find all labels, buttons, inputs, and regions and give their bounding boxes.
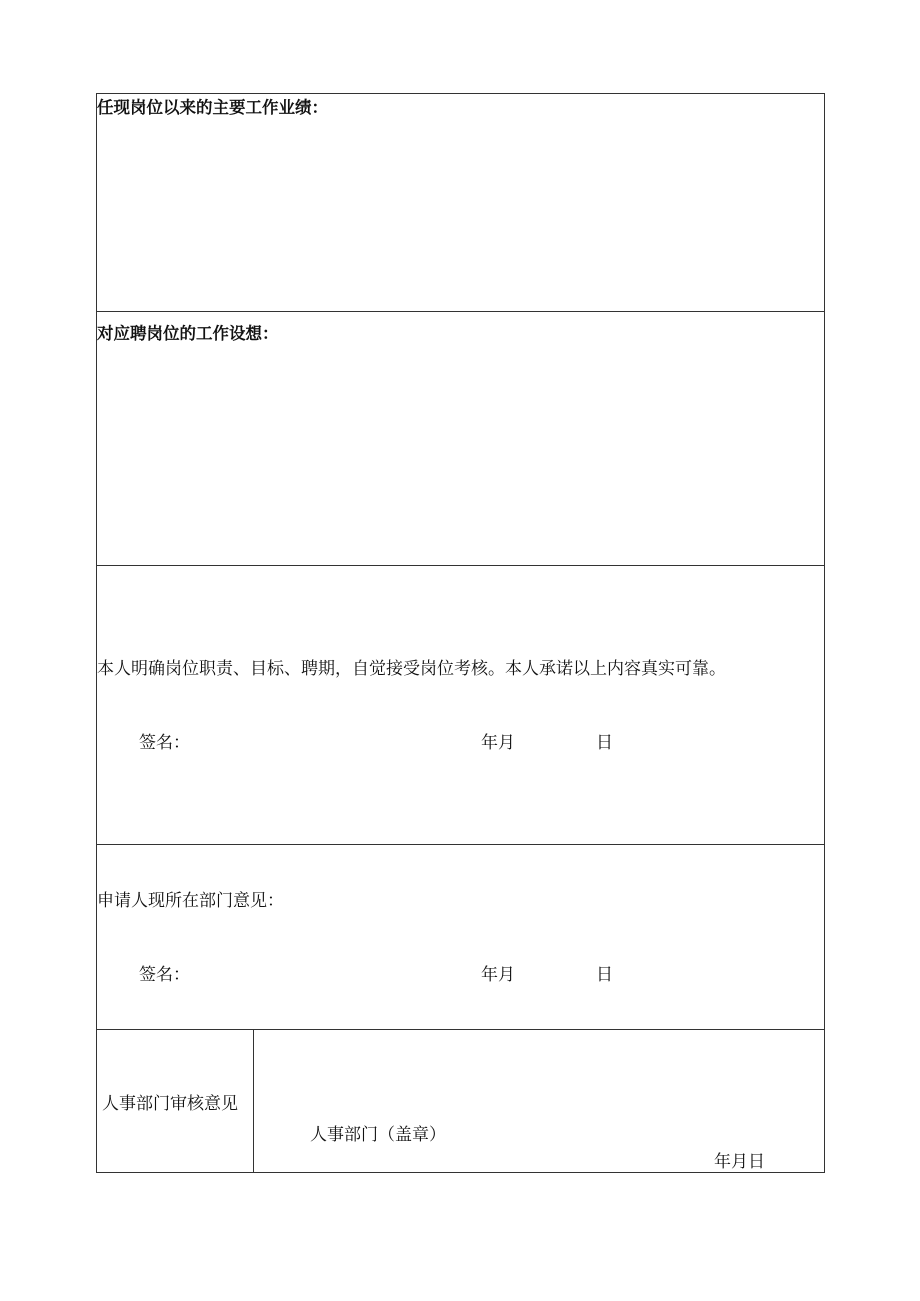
divider [97,1029,824,1030]
divider [97,565,824,566]
hr-review-label: 人事部门审核意见 [102,1094,238,1114]
pledge-year-month: 年月 [481,733,515,753]
pledge-day: 日 [596,733,613,753]
divider [97,844,824,845]
department-year-month: 年月 [481,965,515,985]
application-form [96,93,825,1173]
department-sign-label: 签名： [139,965,190,985]
plans-label: 对应聘岗位的工作设想： [97,324,279,343]
divider [97,311,824,312]
department-label: 申请人现所在部门意见： [97,891,284,911]
hr-date: 年月日 [714,1152,765,1172]
hr-column-divider [253,1029,254,1172]
department-day: 日 [596,965,613,985]
achievements-label: 任现岗位以来的主要工作业绩： [97,98,328,117]
pledge-sign-label: 签名： [139,733,190,753]
hr-stamp-label: 人事部门（盖章） [310,1125,446,1145]
pledge-statement: 本人明确岗位职责、目标、聘期，自觉接受岗位考核。本人承诺以上内容真实可靠。 [97,659,726,679]
